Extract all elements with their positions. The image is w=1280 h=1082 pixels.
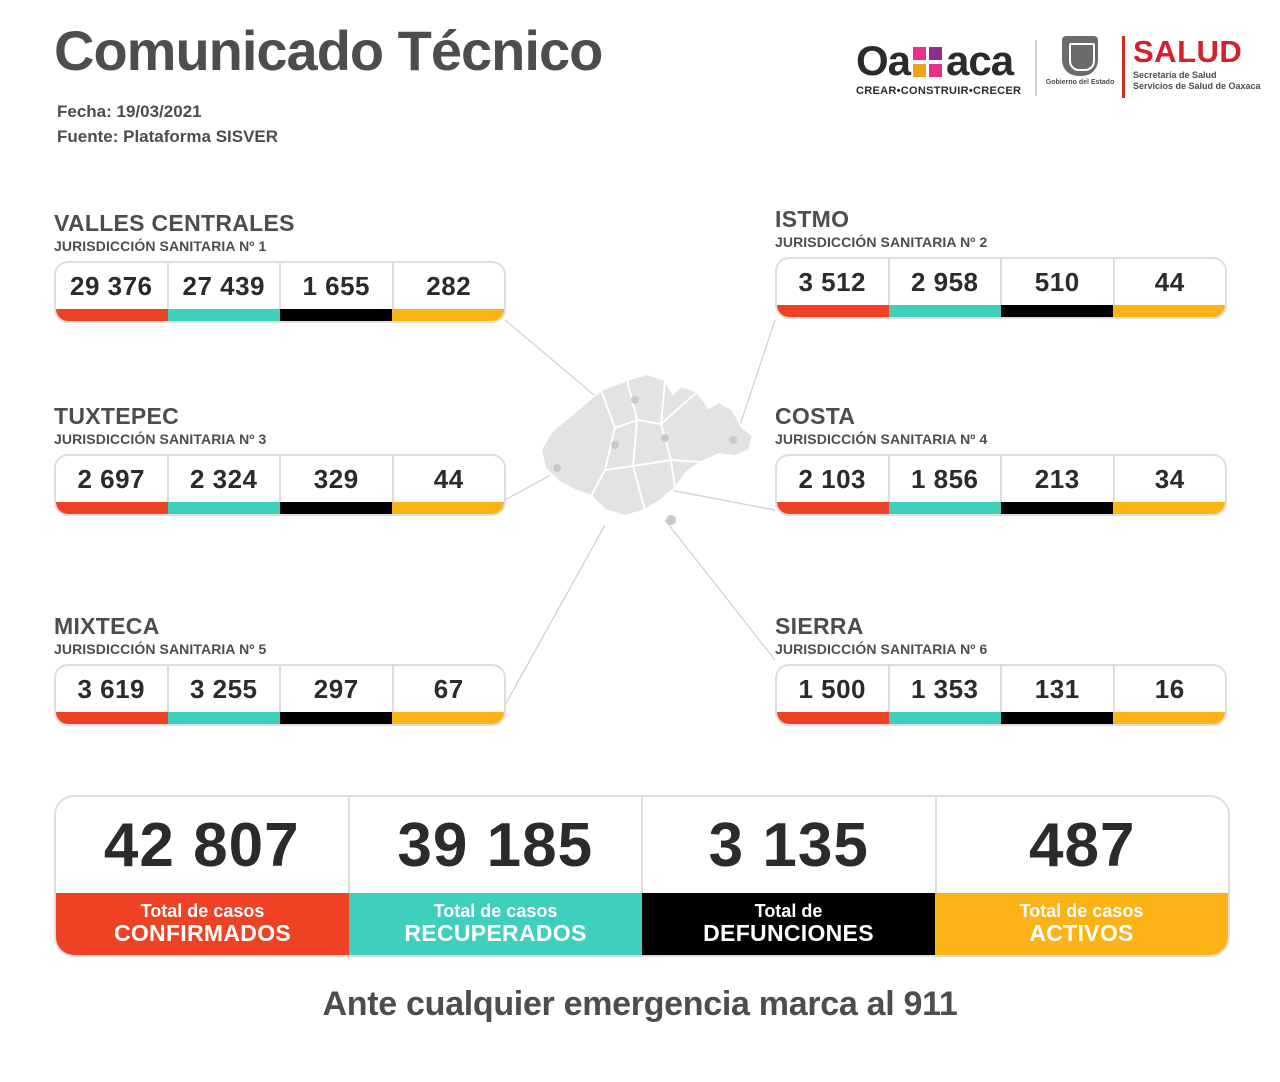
region-block-valles-centrales [54,212,506,323]
logo-divider-1 [1035,40,1037,96]
total-confirmados-label-line2: CONFIRMADOS [113,920,292,947]
total-confirmados-label [56,893,349,955]
region-defunciones-value: 213 [1002,456,1115,502]
region-activos-value: 282 [426,270,472,301]
report-source: Fuente: Plataforma SISVER [57,126,279,146]
legend-bar-confirmados [56,309,168,321]
legend-bar-confirmados [56,712,168,724]
region-defunciones-value: 1 655 [281,263,394,309]
total-recuperados-label [349,893,642,955]
region-color-legend-bar [56,309,504,321]
region-block-costa [775,405,1227,516]
region-activos-value: 44 [1154,266,1185,297]
region-color-legend-bar [56,712,504,724]
total-defunciones-label-line1: Total de [754,900,823,921]
report-date: Fecha: 19/03/2021 [57,102,202,121]
legend-bar-defunciones [1001,305,1113,317]
legend-bar-confirmados [777,712,889,724]
total-activos-label-line2: ACTIVOS [1029,920,1134,947]
oaxaca-logo [856,37,1026,97]
legend-bar-recuperados [168,309,280,321]
region-confirmados-value: 1 500 [777,666,890,712]
region-defunciones-value: 329 [281,456,394,502]
legend-bar-recuperados [889,502,1001,514]
region-stats-card [54,664,506,726]
region-confirmados-value: 2 697 [56,456,169,502]
legend-bar-recuperados [889,305,1001,317]
legend-bar-confirmados [777,305,889,317]
legend-bar-activos [1113,502,1225,514]
legend-bar-defunciones [1001,712,1113,724]
salud-logo-word: SALUD [1133,34,1243,69]
region-jurisdiction: JURISDICCIÓN SANITARIA Nº 5 [54,641,267,657]
legend-bar-activos [392,309,504,321]
gobierno-shield-icon [1062,36,1098,76]
salud-logo-subtitle-line2: Servicios de Salud de Oaxaca [1133,81,1261,92]
total-defunciones-label [642,893,935,955]
oaxaca-logo-tagline: CREAR•CONSTRUIR•CRECER [856,84,1022,97]
gobierno-logo [1045,36,1115,86]
legend-bar-activos [392,712,504,724]
region-color-legend-bar [777,502,1225,514]
salud-logo-subtitle-line1: Secretaría de Salud [1133,70,1217,80]
region-name: COSTA [775,403,856,429]
region-confirmados-value: 29 376 [56,263,169,309]
legend-bar-confirmados [777,502,889,514]
header-meta [57,100,278,149]
total-recuperados-label-line1: Total de casos [433,900,558,921]
region-activos-value: 16 [1154,673,1185,704]
total-defunciones-value: 3 135 [643,797,937,893]
region-color-legend-bar [777,305,1225,317]
oaxaca-map-svg [505,350,775,550]
region-defunciones-value: 297 [281,666,394,712]
region-defunciones-value: 131 [1002,666,1115,712]
region-block-mixteca [54,615,506,726]
region-activos-value: 67 [433,673,464,704]
page-title: Comunicado Técnico [54,19,603,82]
region-block-sierra [775,615,1227,726]
region-confirmados-value: 2 103 [777,456,890,502]
region-stats-card [54,454,506,516]
total-activos-value: 487 [1029,810,1136,880]
legend-bar-recuperados [168,712,280,724]
oaxaca-map [505,350,775,550]
legend-bar-defunciones [280,502,392,514]
region-block-istmo [775,208,1227,319]
region-defunciones-value: 510 [1002,259,1115,305]
region-color-legend-bar [777,712,1225,724]
oaxaca-pixel-x-icon [910,45,946,83]
region-name: VALLES CENTRALES [54,210,295,236]
region-stats-card [775,257,1227,319]
region-block-tuxtepec [54,405,506,516]
legend-bar-activos [1113,305,1225,317]
total-activos-label-line1: Total de casos [1019,900,1144,921]
region-jurisdiction: JURISDICCIÓN SANITARIA Nº 3 [54,431,267,447]
gobierno-logo-caption: Gobierno del Estado [1045,79,1115,86]
region-stats-card [54,261,506,323]
region-recuperados-value: 2 324 [169,456,282,502]
total-recuperados-label-line2: RECUPERADOS [404,920,587,947]
oaxaca-logo-wordmark [856,37,1014,84]
region-name: ISTMO [775,206,850,232]
region-recuperados-value: 1 856 [890,456,1003,502]
state-totals-card [54,795,1230,957]
salud-logo-subtitle [1133,70,1280,93]
region-stats-card [775,454,1227,516]
region-name: MIXTECA [54,613,160,639]
legend-bar-recuperados [889,712,1001,724]
legend-bar-recuperados [168,502,280,514]
legend-bar-defunciones [280,309,392,321]
total-recuperados-value: 39 185 [350,797,644,893]
legend-bar-activos [392,502,504,514]
region-recuperados-value: 27 439 [169,263,282,309]
region-jurisdiction: JURISDICCIÓN SANITARIA Nº 6 [775,641,988,657]
legend-bar-activos [1113,712,1225,724]
region-name: TUXTEPEC [54,403,180,429]
legend-bar-defunciones [1001,502,1113,514]
emergency-footer-text: Ante cualquier emergencia marca al 911 [322,985,958,1023]
salud-logo [1133,36,1280,93]
region-confirmados-value: 3 619 [56,666,169,712]
region-jurisdiction: JURISDICCIÓN SANITARIA Nº 4 [775,431,988,447]
total-confirmados-value: 42 807 [56,797,350,893]
total-defunciones-label-line2: DEFUNCIONES [703,920,874,947]
region-activos-value: 44 [433,463,464,494]
oaxaca-logo-text-a: Oa [856,37,911,84]
region-jurisdiction: JURISDICCIÓN SANITARIA Nº 2 [775,234,988,250]
region-confirmados-value: 3 512 [777,259,890,305]
region-color-legend-bar [56,502,504,514]
total-confirmados-label-line1: Total de casos [140,900,265,921]
page-header [0,0,1280,170]
region-recuperados-value: 3 255 [169,666,282,712]
region-recuperados-value: 1 353 [890,666,1003,712]
region-jurisdiction: JURISDICCIÓN SANITARIA Nº 1 [54,238,267,254]
region-recuperados-value: 2 958 [890,259,1003,305]
logo-divider-2 [1122,36,1125,98]
legend-bar-defunciones [280,712,392,724]
oaxaca-logo-text-b: aca [946,37,1014,84]
legend-bar-confirmados [56,502,168,514]
region-activos-value: 34 [1154,463,1185,494]
region-name: SIERRA [775,613,864,639]
region-stats-card [775,664,1227,726]
total-activos-label [935,893,1228,955]
